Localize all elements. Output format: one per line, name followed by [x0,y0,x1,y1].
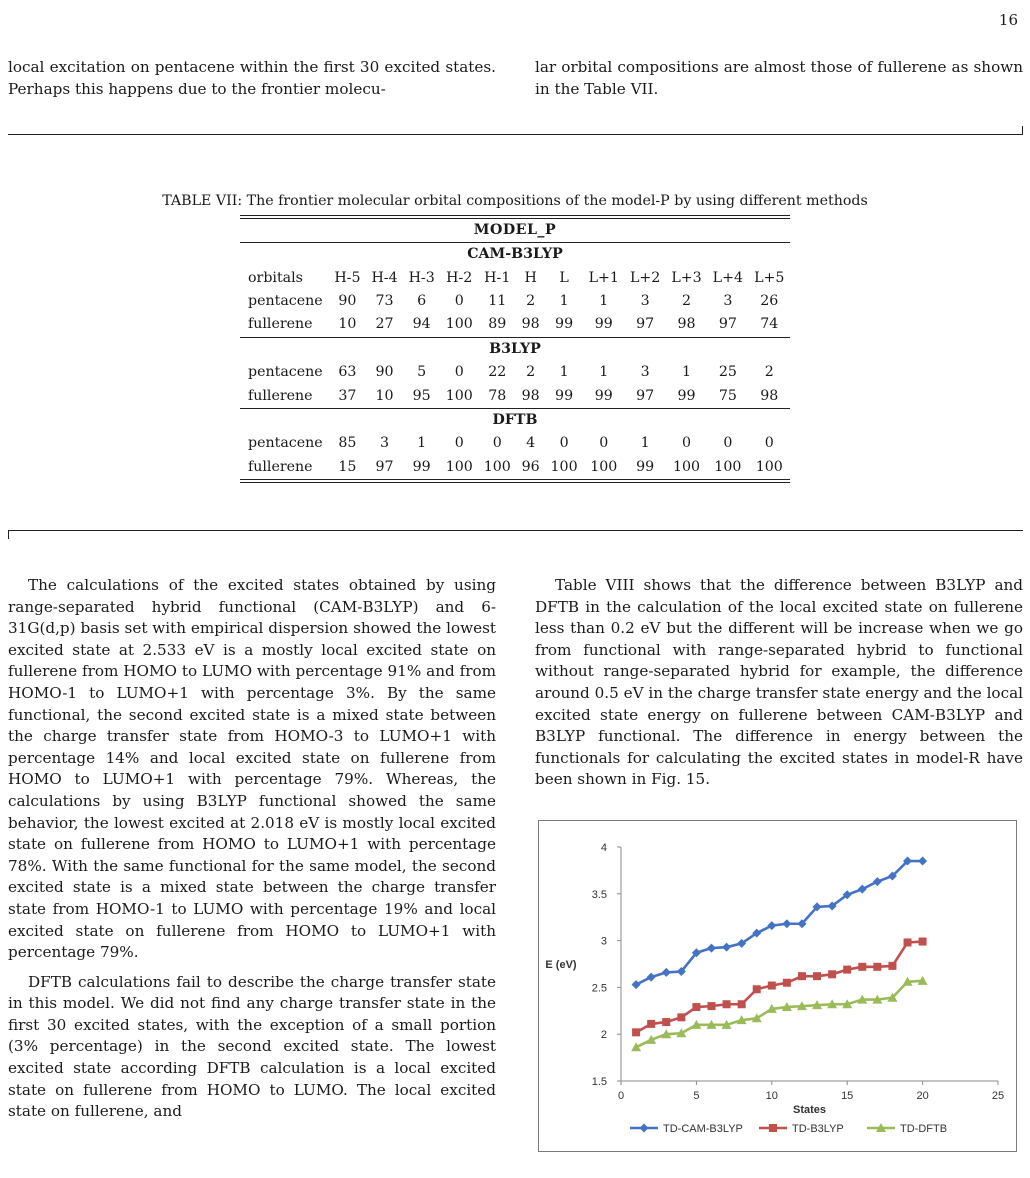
y-axis-title: E (eV) [545,959,577,971]
table-cell: 99 [594,316,613,333]
table-cell: 99 [555,316,574,333]
table-cell: 3 [723,293,733,310]
data-point [647,973,656,982]
table-cell: 99 [412,458,431,475]
table-cell: 90 [338,293,357,310]
table-cell: 97 [375,458,394,475]
table-cell: pentacene [248,293,323,310]
table-cell: 0 [681,435,691,452]
x-axis-title: States [792,1104,827,1116]
table-cell: 94 [412,316,431,333]
data-point [798,972,806,980]
table-cell: H-3 [408,269,435,286]
table-cell: 3 [640,293,650,310]
table-cell: L+1 [588,269,619,286]
data-point [768,982,776,990]
table-row [240,456,790,479]
table-cell: 6 [417,293,427,310]
paragraph-table-viii: Table VIII shows that the difference between B3LYP and DFTB in the calculation of the local excited state on fullerene less than 0.2 eV but the different will be increase when we go from functional with range-separated hybrid to functional without range-separated hybrid for example, the difference around 0.5 eV in the charge transfer state energy and the local excited state energy on fullerene between CAM-B3LYP and B3LYP functional. The difference in energy between the functionals for calculating the excited states in model-R have been shown in Fig. 15. [535,576,1023,789]
table-cell: 0 [723,435,733,452]
x-tick-label: 25 [991,1090,1005,1102]
data-point [783,979,791,987]
page-number: 16 [998,11,1018,29]
table-cell: 97 [718,316,737,333]
table-cell: 95 [412,387,431,404]
table-cell: 98 [760,387,779,404]
table-cell: 100 [714,458,742,475]
data-point [632,980,641,989]
y-tick-label: 3 [600,935,607,948]
table-cell: 10 [338,316,357,333]
table-cell: 99 [636,458,655,475]
table-cell: 85 [338,435,357,452]
table-title-label: MODEL_P [473,221,557,238]
table-vii [240,215,790,483]
figure-15-chart [538,820,1017,1152]
table-cell: 25 [718,364,737,381]
table-cell: H-1 [484,269,511,286]
table-cell: L+3 [671,269,702,286]
table-cell: 1 [559,293,569,310]
table-row [240,314,790,338]
y-tick-label: 2 [600,1029,607,1042]
legend-label: TD-CAM-B3LYP [663,1123,743,1135]
table-cell: 73 [375,293,394,310]
x-tick-label: 20 [916,1090,929,1102]
float-rule-bottom [8,530,1023,531]
table-cell: pentacene [248,435,323,452]
legend-label: TD-DFTB [900,1123,948,1135]
table-row [240,433,790,456]
right-column [535,575,1023,791]
table-cell: H [524,269,537,286]
data-point [843,966,851,974]
table-cell: L [559,269,569,286]
table-cell: 97 [636,387,655,404]
paragraph-dftb: DFTB calculations fail to describe the charge transfer state in this model. We did not find any charge transfer state in the first 30 excited states, with the exception of a small portion (3% percentage) in the second excited state. The lowest excited state according DFTB calculation is a local excited state on fullerene from HOMO to LUMO. The local excited state on fullerene, and [8,972,496,1121]
table-cell: 26 [760,293,779,310]
table-cell: 3 [380,435,390,452]
table-cell: 5 [417,364,427,381]
table-title [240,219,790,243]
table-cell: 2 [764,364,774,381]
table-cell: 0 [454,293,464,310]
data-point [904,938,912,946]
table-cell: H-2 [446,269,473,286]
data-point [813,972,821,980]
y-tick-label: 4 [600,842,607,854]
table-section-b3lyp [240,338,790,361]
line-chart [539,821,1016,1151]
data-point [767,921,776,930]
table-row [240,385,790,409]
table-cell: 74 [760,316,779,333]
table-row [240,290,790,313]
y-tick-label: 3.5 [591,888,607,901]
x-tick-label: 5 [693,1090,700,1102]
data-point [647,1020,655,1028]
table-cell: H-4 [371,269,398,286]
table-cell: 100 [445,387,473,404]
table-cell: fullerene [248,387,313,404]
y-tick-label: 2.5 [591,982,607,995]
table-cell: 4 [526,435,536,452]
table-cell: 96 [521,458,540,475]
table-cell: 0 [454,435,464,452]
data-point [873,963,881,971]
table-cell: 98 [521,316,540,333]
table-cell: pentacene [248,364,323,381]
float-rule-top-corner [1022,126,1023,135]
table-cell: 99 [555,387,574,404]
float-rule-bottom-corner [8,530,9,539]
y-tick-label: 1.5 [591,1076,607,1088]
table-cell: 98 [677,316,696,333]
table-cell: 3 [640,364,650,381]
data-point [707,944,716,953]
table-cell: 89 [488,316,507,333]
table-cell: 1 [599,293,609,310]
paragraph-calc: The calculations of the excited states obtained by using range-separated hybrid functional (CAM-B3LYP) and 6-31G(d,p) basis set with empirical dispersion showed the lowest excited state at 2.533 eV is a mostly local excited state on fullerene from HOMO to LUMO with percentage 91% and from HOMO-1 to LUMO+1 with percentage 3%. By the same functional, the second excited state is a mixed state between the charge transfer state from HOMO-3 to LUMO+1 with percentage 14% and local excited state on fullerene from HOMO to LUMO+1 with percentage 79%. Whereas, the calculations by using B3LYP functional showed the same behavior, the lowest excited at 2.018 eV is mostly local excited state on fullerene from HOMO to LUMO+1 with percentage 78%. With the same functional for the same model, the second excited state is a mixed state between the charge transfer state from HOMO-1 to LUMO with percentage 19% and local excited state on fullerene from HOMO to LUMO+1 with percentage 79%. [8,576,496,962]
table-section-cam-b3lyp-label: CAM-B3LYP [467,246,563,263]
table-cell: 1 [417,435,427,452]
table-cell: 1 [640,435,650,452]
legend-label: TD-B3LYP [792,1123,844,1135]
table-cell: 98 [521,387,540,404]
table-cell: 0 [492,435,502,452]
table-cell: 22 [488,364,507,381]
table-cell: 1 [681,364,691,381]
legend-marker [640,1124,649,1133]
data-point [828,970,836,978]
table-cell: 2 [526,364,536,381]
table-cell: 100 [755,458,783,475]
table-cell: 100 [445,316,473,333]
data-point [662,968,671,977]
data-point [919,938,927,946]
table-cell: 100 [445,458,473,475]
table-cell: 100 [483,458,511,475]
data-point [738,1000,746,1008]
table-cell: L+5 [754,269,785,286]
data-point [632,1028,640,1036]
table-cell: 27 [375,316,394,333]
table-header-row [240,267,790,290]
x-tick-label: 0 [617,1090,625,1102]
data-point [707,1002,715,1010]
table-cell: 11 [488,293,507,310]
table-cell: 78 [488,387,507,404]
table-cell: 99 [594,387,613,404]
table-cell: 75 [718,387,737,404]
table-cell: 100 [550,458,578,475]
x-tick-label: 10 [765,1090,778,1102]
table-cell: 90 [375,364,394,381]
table-cell: H-5 [334,269,361,286]
data-point [858,963,866,971]
table-cell: L+4 [712,269,744,286]
table-section-dftb-label: DFTB [492,412,538,429]
table-cell: 10 [375,387,394,404]
table-cell: 0 [599,435,609,452]
data-point [722,943,731,952]
left-column [8,575,496,1123]
table-cell: 100 [672,458,701,475]
table-cell: 100 [590,458,618,475]
table-cell: 1 [599,364,609,381]
float-rule-top [8,134,1023,135]
data-point [858,885,867,894]
table-row [240,361,790,384]
table-cell: 37 [338,387,357,404]
x-tick-label: 15 [841,1090,854,1102]
data-point [782,919,791,928]
table-section-cam-b3lyp [240,243,790,266]
table-cell: fullerene [248,316,313,333]
data-point [692,1003,700,1011]
table-cell: 15 [338,458,357,475]
table-cell: fullerene [248,458,313,475]
data-point [662,1018,670,1026]
table-section-b3lyp-label: B3LYP [489,340,541,357]
table-cell: 63 [338,364,357,381]
data-point [888,962,896,970]
data-point [677,1013,685,1021]
table-cell: 1 [559,364,569,381]
table-cell: 97 [636,316,655,333]
data-point [918,857,927,866]
table-cell: 2 [681,293,691,310]
table-cell: 0 [764,435,774,452]
data-point [873,877,882,886]
top-right-text: lar orbital compositions are almost those of fullerene as shown in the Table VII. [535,58,1023,98]
table-section-dftb [240,409,790,432]
table-cell: 0 [559,435,569,452]
data-point [753,985,761,993]
table-cell: 0 [454,364,464,381]
top-left-text: local excitation on pentacene within the first 30 excited states. Perhaps this happens due to the frontier molecu- [8,58,496,98]
table-cell: 99 [677,387,696,404]
table-cell: L+2 [629,269,661,286]
table-cell: 2 [526,293,536,310]
data-point [723,1000,731,1008]
table-caption: TABLE VII: The frontier molecular orbital compositions of the model-P by using different methods [162,193,868,209]
table-cell: orbitals [248,269,303,286]
legend-marker [769,1124,777,1132]
